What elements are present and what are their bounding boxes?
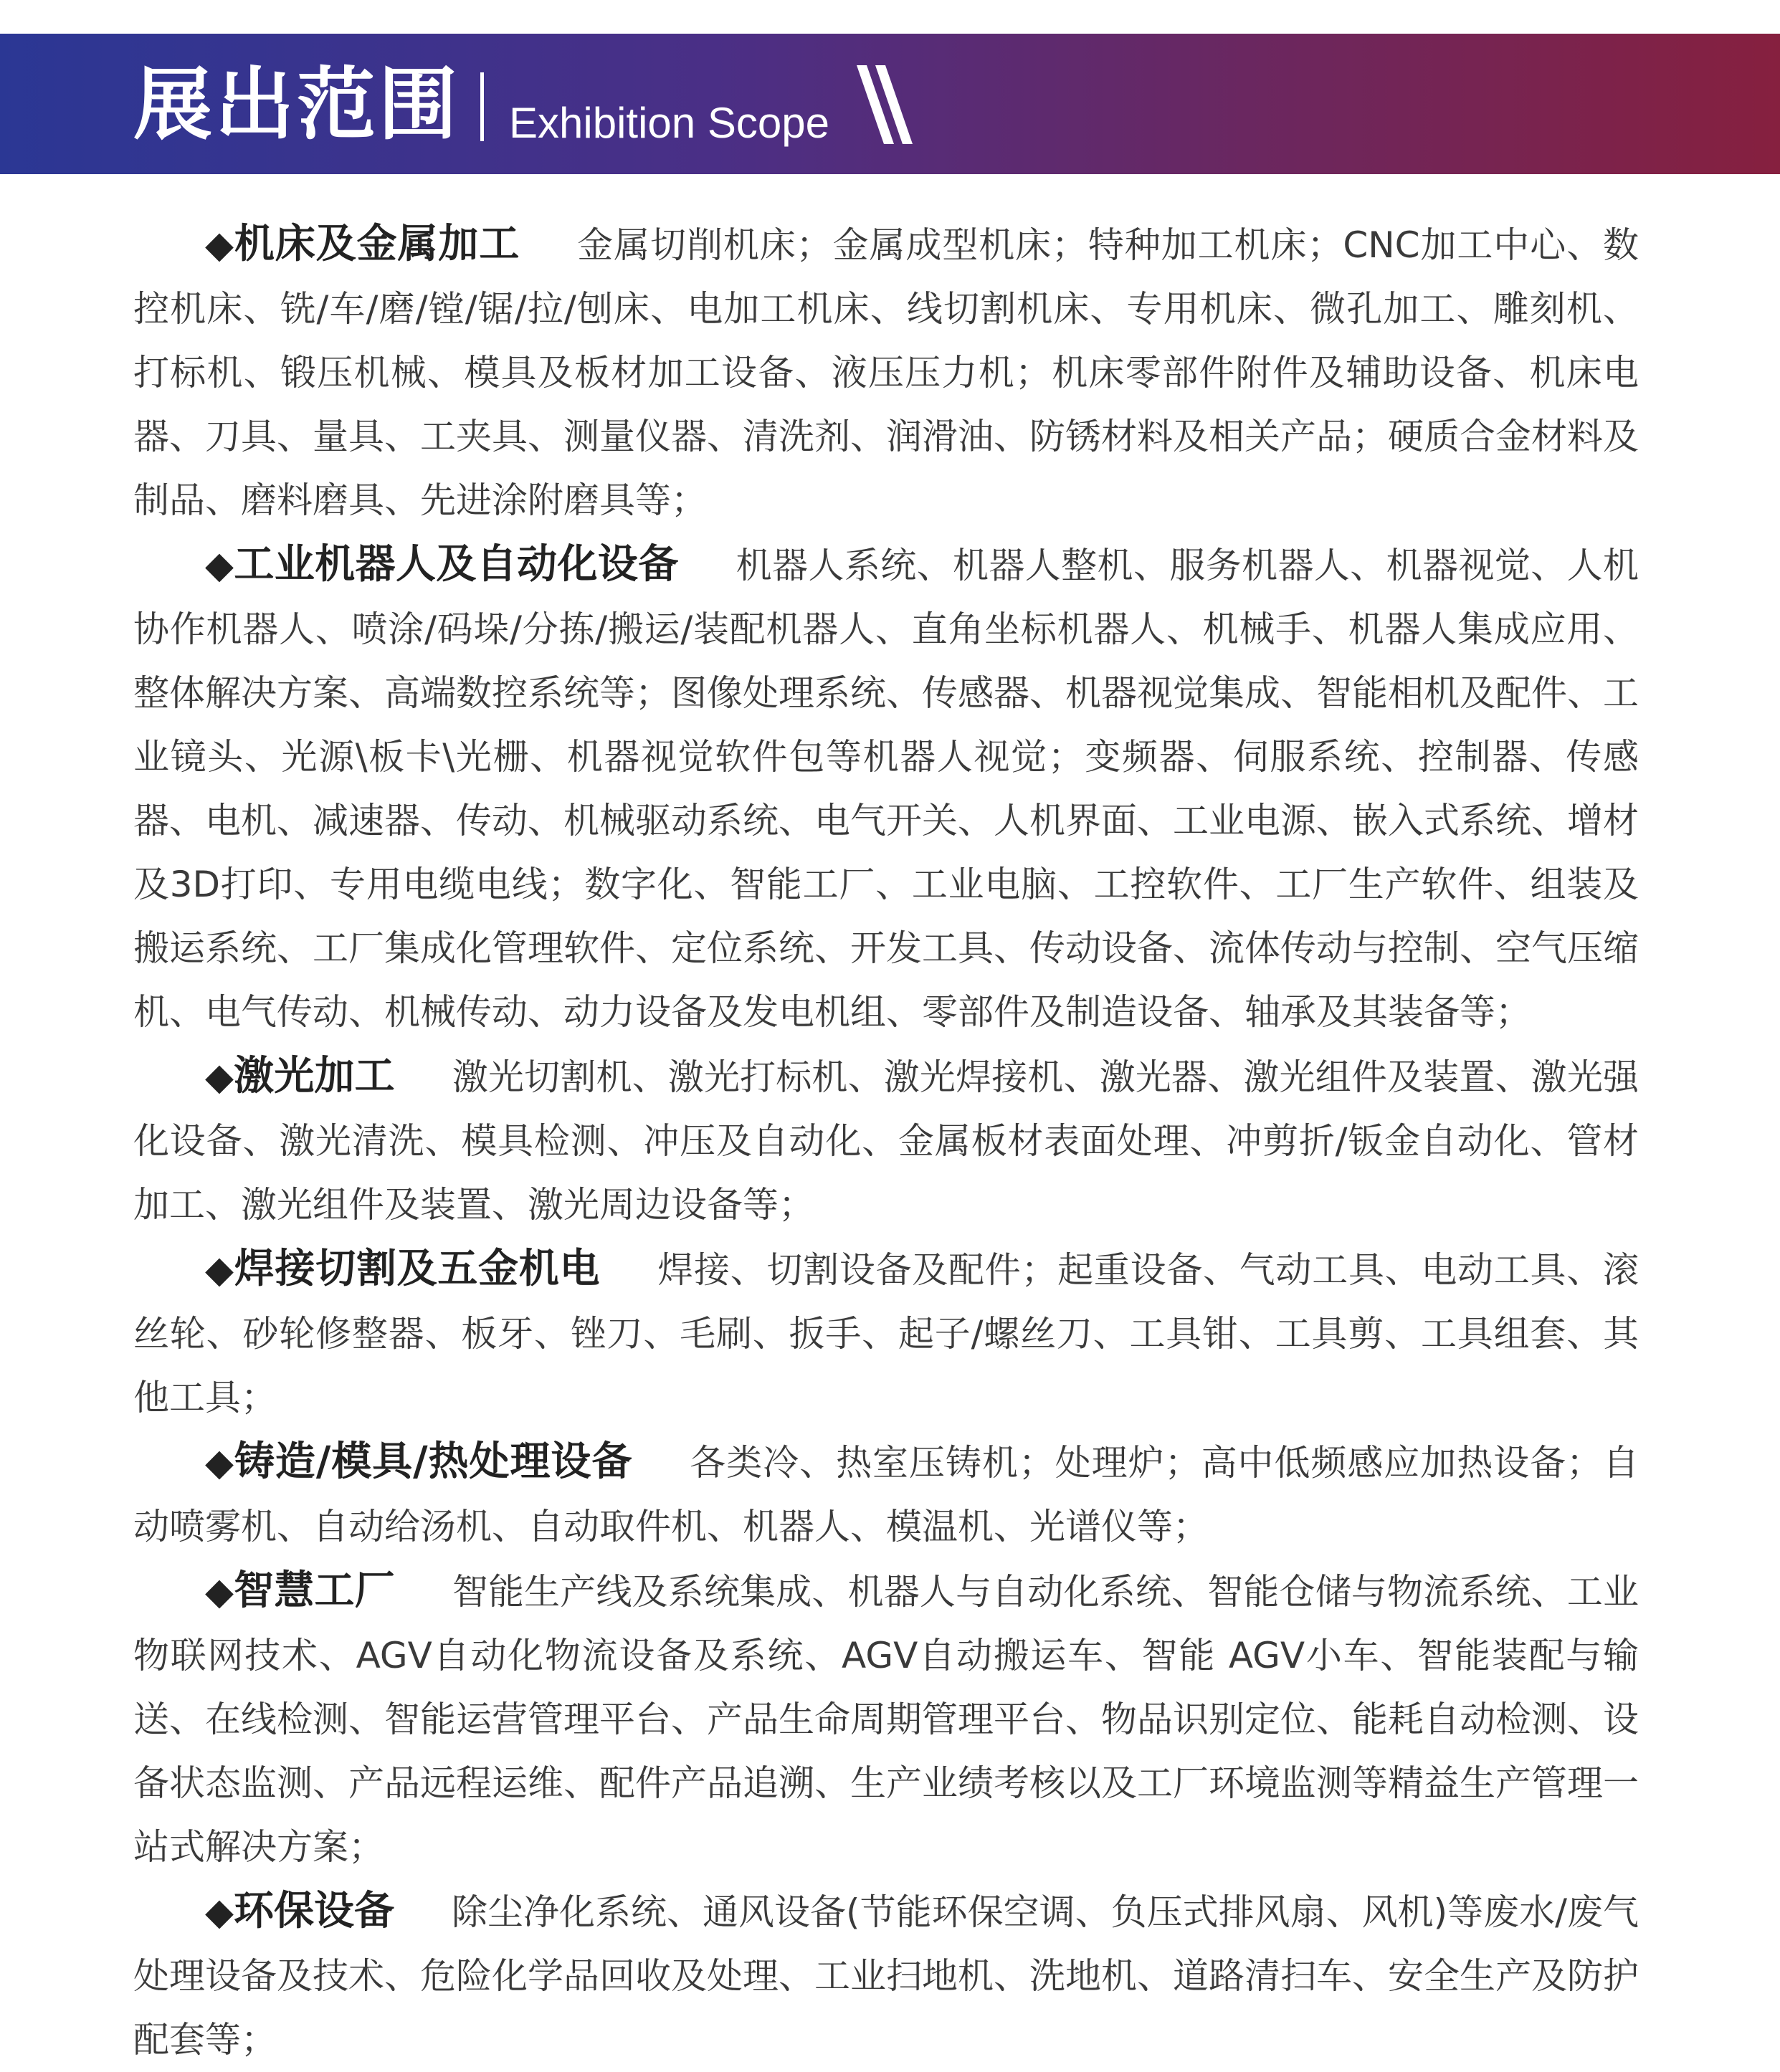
section-text: 除尘净化系统、通风设备(节能环保空调、负压式排风扇、风机)等废水/废气处理设备及技术、危险化学品回收及处理、工业扫地机、洗地机、道路清扫车、安全生产及防护配套等； <box>133 1891 1639 2061</box>
diamond-bullet-icon: ◆ <box>205 544 234 587</box>
diamond-bullet-icon: ◆ <box>205 1891 234 1934</box>
scope-section-smart-factory <box>133 1559 1639 1879</box>
section-text: 焊接、切割设备及配件；起重设备、气动工具、电动工具、滚丝轮、砂轮修整器、板牙、锉刀、毛刷、扳手、起子/螺丝刀、工具钳、工具剪、工具组套、其他工具； <box>133 1249 1639 1418</box>
diamond-bullet-icon: ◆ <box>205 1249 234 1292</box>
diamond-bullet-icon: ◆ <box>205 1056 234 1099</box>
section-text: 机器人系统、机器人整机、服务机器人、机器视觉、人机协作机器人、喷涂/码垛/分拣/搬运/装配机器人、直角坐标机器人、机械手、机器人集成应用、整体解决方案、高端数控系统等；图像处理系统、传感器、机器视觉集成、智能相机及配件、工业镜头、光源\板卡\光栅、机器视觉软件包等机器人视觉；变频器、伺服系统、控制器、传感器、电机、减速器、传动、机械驱动系统、电气开关、人机界面、工业电源、嵌入式系统、增材及3D打印、专用电缆电线；数字化、智能工厂、工业电脑、工控软件、工厂生产软件、组装及搬运系统、工厂集成化管理软件、定位系统、开发工具、传动设备、流体传动与控制、空气压缩机、电气传动、机械传动、动力设备及发电机组、零部件及制造设备、轴承及其装备等； <box>133 545 1639 1033</box>
section-title: 智慧工厂 <box>234 1567 395 1614</box>
diamond-bullet-icon: ◆ <box>205 1570 234 1613</box>
scope-section-welding <box>133 1237 1639 1430</box>
scope-section-environmental <box>133 1879 1639 2072</box>
section-title: 工业机器人及自动化设备 <box>234 541 679 588</box>
scope-section-casting <box>133 1430 1639 1559</box>
section-title: 铸造/模具/热处理设备 <box>234 1438 633 1485</box>
section-title: 焊接切割及五金机电 <box>234 1246 601 1292</box>
section-text: 金属切削机床；金属成型机床；特种加工机床；CNC加工中心、数控机床、铣/车/磨/镗/锯/拉/刨床、电加工机床、线切割机床、专用机床、微孔加工、雕刻机、打标机、锻压机械、模具及板材加工设备、液压压力机；机床零部件附件及辅助设备、机床电器、刀具、量具、工夹具、测量仪器、清洗剂、润滑油、防锈材料及相关产品；硬质合金材料及制品、磨料磨具、先进涂附磨具等； <box>133 224 1639 521</box>
section-title: 激光加工 <box>234 1053 395 1099</box>
scope-section-laser <box>133 1044 1639 1237</box>
diamond-bullet-icon: ◆ <box>205 224 234 267</box>
scope-section-robotics <box>133 533 1639 1044</box>
header-banner <box>0 34 1780 174</box>
section-text: 各类冷、热室压铸机；处理炉；高中低频感应加热设备；自动喷雾机、自动给汤机、自动取件机、机器人、模温机、光谱仪等； <box>133 1442 1639 1547</box>
section-text: 激光切割机、激光打标机、激光焊接机、激光器、激光组件及装置、激光强化设备、激光清洗、模具检测、冲压及自动化、金属板材表面处理、冲剪折/钣金自动化、管材加工、激光组件及装置、激光周边设备等； <box>133 1056 1639 1226</box>
section-text: 智能生产线及系统集成、机器人与自动化系统、智能仓储与物流系统、工业物联网技术、AGV自动化物流设备及系统、AGV自动搬运车、智能 AGV小车、智能装配与输送、在线检测、智能运营管理平台、产品生命周期管理平台、物品识别定位、能耗自动检测、设备状态监测、产品远程运维、配件产品追溯、生产业绩考核以及工厂环境监测等精益生产管理一站式解决方案； <box>133 1571 1639 1868</box>
title-divider <box>480 72 484 141</box>
double-slash-icon <box>857 65 914 144</box>
diamond-bullet-icon: ◆ <box>205 1441 234 1484</box>
scope-section-machine-tools <box>133 212 1639 533</box>
page-subtitle: Exhibition Scope <box>509 99 829 147</box>
exhibition-scope-content <box>133 212 1639 2072</box>
section-title: 机床及金属加工 <box>234 221 520 267</box>
section-title: 环保设备 <box>234 1888 395 1934</box>
page-title: 展出范围 <box>133 59 460 151</box>
